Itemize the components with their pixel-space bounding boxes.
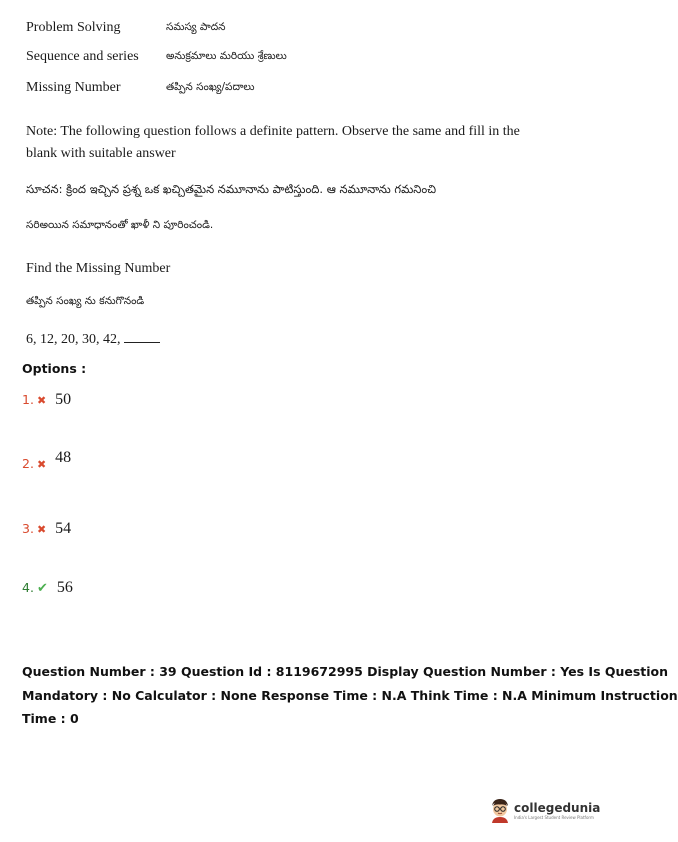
answer-blank	[124, 332, 160, 343]
cross-icon: ✖	[36, 458, 47, 471]
option-3-number: 3.	[22, 521, 34, 536]
cross-icon: ✖	[36, 394, 47, 407]
meta-line2: Mandatory : No Calculator : None Response Time : N.A Think Time : N.A Minimum Instruction	[22, 688, 678, 703]
sequence-text: 6, 12, 20, 30, 42,	[26, 332, 121, 347]
question-sequence	[26, 332, 160, 348]
check-icon: ✔	[36, 581, 48, 596]
option-4-number: 4.	[22, 580, 34, 595]
student-avatar-icon	[489, 797, 511, 823]
options-label: Options :	[22, 361, 87, 376]
option-4[interactable]	[22, 579, 73, 597]
logo-name: collegedunia	[514, 800, 601, 815]
meta-line3: Time : 0	[22, 711, 79, 726]
collegedunia-logo	[489, 797, 600, 823]
option-2-number: 2.	[22, 456, 34, 471]
question-te: తప్పిన సంఖ్య ను కనుగొనండి	[26, 295, 145, 307]
note-te-line1: సూచన: క్రింద ఇచ్చిన ప్రశ్న ఒక ఖచ్చితమైన నమూనాను పాటిస్తుంది. ఆ నమూనాను గమనించి	[26, 182, 436, 196]
option-1-number: 1.	[22, 392, 34, 407]
topic-missing-number-te: తప్పిన సంఖ్య/పదాలు	[166, 81, 255, 93]
topic-problem-solving-te: సమస్య పాదన	[166, 21, 226, 33]
topic-missing-number: Missing Number	[26, 80, 121, 95]
question-en: Find the Missing Number	[26, 261, 171, 276]
topic-problem-solving: Problem Solving	[26, 20, 121, 35]
option-2[interactable]	[22, 449, 72, 473]
meta-line1: Question Number : 39 Question Id : 8119672995 Display Question Number : Yes Is Question	[22, 664, 669, 679]
topic-sequence-series-te: అనుక్రమాలు మరియు శ్రేణులు	[166, 50, 287, 62]
logo-tagline: India's Largest Student Review Platform	[514, 814, 594, 820]
option-3[interactable]	[22, 520, 71, 538]
option-1[interactable]	[22, 391, 71, 409]
option-1-value: 50	[55, 391, 72, 408]
note-en-line1: Note: The following question follows a definite pattern. Observe the same and fill in the	[26, 124, 520, 139]
cross-icon: ✖	[36, 523, 47, 536]
topic-sequence-series: Sequence and series	[26, 49, 139, 64]
note-en-line2: blank with suitable answer	[26, 146, 176, 161]
option-4-value: 56	[56, 579, 73, 596]
note-te-line2: సరిఅయిన సమాధానంతో ఖాళీ ని పూరించండి.	[26, 219, 214, 231]
option-2-value: 48	[55, 449, 72, 466]
option-3-value: 54	[55, 520, 72, 537]
